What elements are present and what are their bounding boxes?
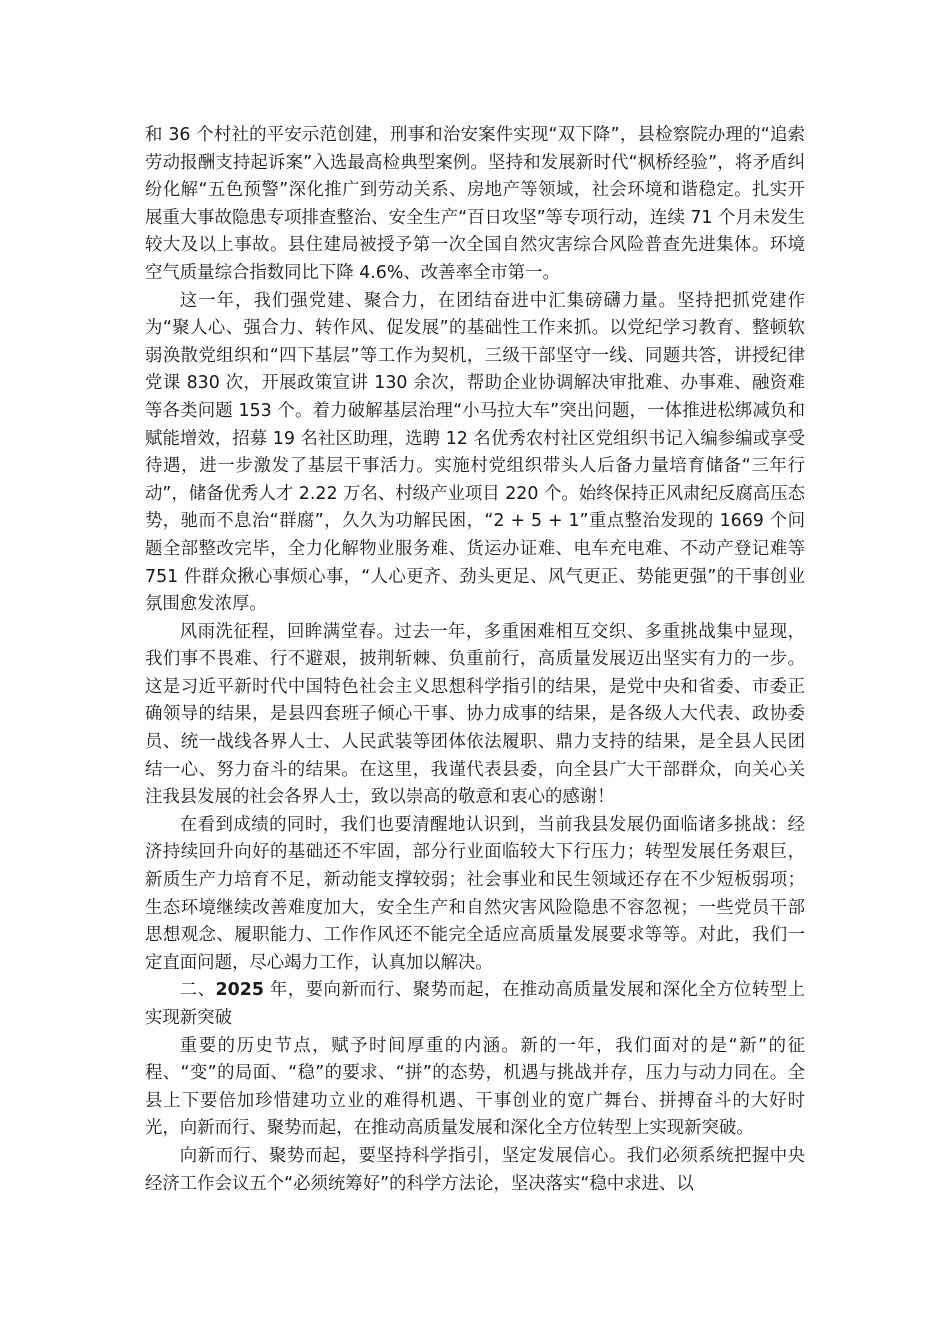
paragraph-guidance: 向新而行、聚势而起，要坚持科学指引，坚定发展信心。我们必须系统把握中央经济工作会议五个“必须统筹好”的科学方法论，坚决落实“稳中求进、以	[145, 1145, 805, 1194]
section-heading	[145, 977, 805, 1032]
paragraph-new-year: 重要的历史节点，赋予时间厚重的内涵。新的一年，我们面对的是“新”的征程、“变”的局面、“稳”的要求、“拼”的态势，机遇与挑战并存，压力与动力同在。全县上下要倍加珍惜建功立业的难得机遇、干事创业的宽广舞台、拼搏奋斗的大好时光，向新而行、聚势而起，在推动高质量发展和深化全方位转型上实现新突破。	[145, 1035, 805, 1139]
paragraph-review: 风雨洗征程，回眸满堂春。过去一年，多重困难相互交织、多重挑战集中显现，我们事不畏难、行不避艰，披荆斩棘、负重前行，高质量发展迈出坚实有力的一步。这是习近平新时代中国特色社会主义思想科学指引的结果，是党中央和省委、市委正确领导的结果，是县四套班子倾心干事、协力成事的结果，是各级人大代表、政协委员、统一战线各界人士、人民武装等团体依法履职、鼎力支持的结果，是全县人民团结一心、努力奋斗的结果。在这里，我谨代表县委，向全县广大干部群众，向关心关注我县发展的社会各界人士，致以崇高的敬意和衷心的感谢！	[145, 621, 805, 808]
paragraph-safety: 和 36 个村社的平安示范创建，刑事和治安案件实现“双下降”，县检察院办理的“追索劳动报酬支持起诉案”入选最高检典型案例。坚持和发展新时代“枫桥经验”，将矛盾纠纷化解“五色预警”深化推广到劳动关系、房地产等领域，社会环境和谐稳定。扎实开展重大事故隐患专项排查整治、安全生产“百日攻坚”等专项行动，连续 71 个月未发生较大及以上事故。县住建局被授予第一次全国自然灾害综合风险普查先进集体。环境空气质量综合指数同比下降 4.6%、改善率全市第一。	[145, 125, 805, 283]
paragraph-challenges: 在看到成绩的同时，我们也要清醒地认识到，当前我县发展仍面临诸多挑战：经济持续回升向好的基础还不牢固，部分行业面临较大下行压力；转型发展任务艰巨，新质生产力培育不足，新动能支撑较弱；社会事业和民生领域还存在不少短板弱项；生态环境继续改善难度加大，安全生产和自然灾害风险隐患不容忽视；一些党员干部思想观念、履职能力、工作作风还不能完全适应高质量发展要求等等。对此，我们一定直面问题，尽心竭力工作，认真加以解决。	[145, 814, 805, 973]
paragraph-party-building: 这一年，我们强党建、聚合力，在团结奋进中汇集磅礴力量。坚持把抓党建作为“聚人心、强合力、转作风、促发展”的基础性工作来抓。以党纪学习教育、整顿软弱涣散党组织和“四下基层”等工作为契机，三级干部坚守一线、同题共答，讲授纪律党课 830 次，开展政策宣讲 130 余次，帮助企业协调解决审批难、办事难、融资难等各类问题 153 个。着力破解基层治理“小马拉大车”突出问题，一体推进松绑减负和赋能增效，招募 19 名社区助理，选聘 12 名优秀农村社区党组织书记入编参编或享受待遇，进一步激发了基层干事活力。实施村党组织带头人后备力量培育储备“三年行动”，储备优秀人才 2.22 万名、村级产业项目 220 个。始终保持正风肃纪反腐高压态势，驰而不息治“群腐”，久久为功解民困，“2 + 5 + 1”重点整治发现的 1669 个问题全部整改完毕，全力化解物业服务难、货运办证难、电车充电难、不动产登记难等 751 件群众揪心事烦心事，“人心更齐、劲头更足、风气更正、势能更强”的干事创业氛围愈发浓厚。	[145, 290, 805, 615]
heading-rest: 年，要向新而行、聚势而起，在推动高质量发展和深化全方位转型上实现新突破	[145, 980, 805, 1028]
heading-prefix: 二、	[179, 980, 216, 1001]
document-body	[145, 122, 805, 1198]
heading-year: 2025	[215, 980, 264, 1001]
